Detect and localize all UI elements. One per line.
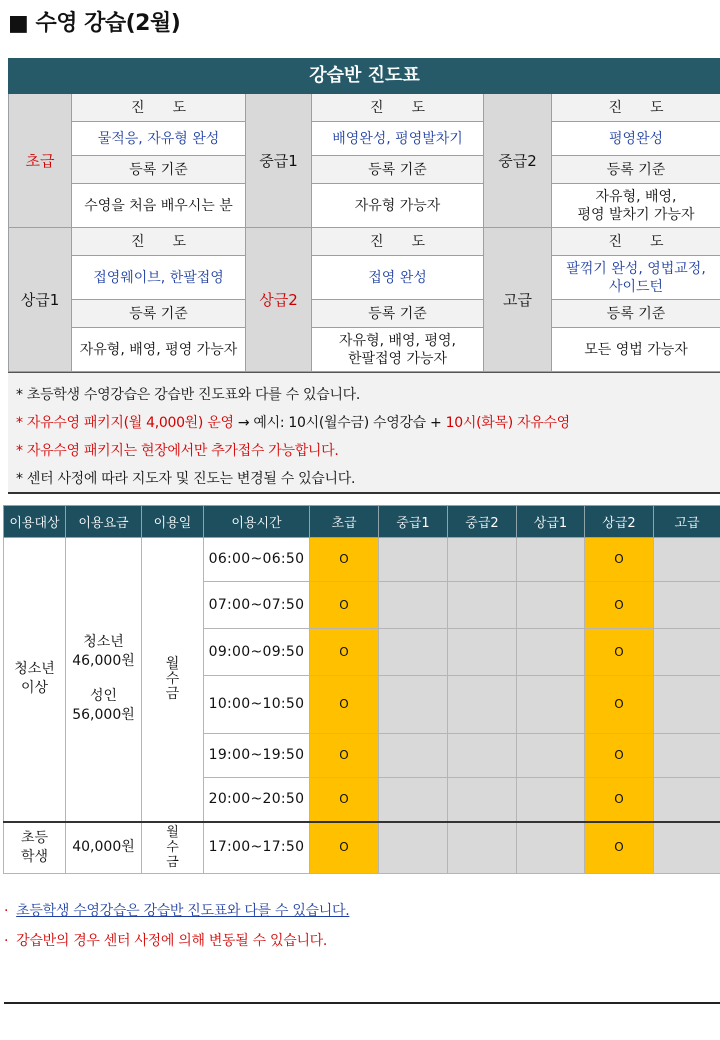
schedule-header-2: 이용일 [142,506,204,538]
class-available-mark: O [585,822,654,874]
class-unavailable-cell [517,629,585,676]
class-available-mark: O [585,734,654,778]
progress-header: 진 도 [312,228,484,256]
progress-beginner: 물적응, 자유형 완성 [72,122,246,156]
class-unavailable-cell [517,778,585,822]
target-elementary: 초등 학생 [4,822,66,874]
class-unavailable-cell [448,676,517,734]
class-available-mark: O [585,629,654,676]
class-unavailable-cell [517,538,585,582]
progress-advanced1: 접영웨이브, 한팔접영 [72,256,246,300]
class-unavailable-cell [517,822,585,874]
criteria-expert: 모든 영법 가능자 [552,328,720,372]
criteria-advanced1: 자유형, 배영, 평영 가능자 [72,328,246,372]
class-unavailable-cell [517,582,585,629]
class-available-mark: O [310,778,379,822]
class-unavailable-cell [654,734,720,778]
progress-header: 진 도 [72,228,246,256]
time-slot: 07:00~07:50 [204,582,310,629]
days-elementary: 월 수 금 [142,822,204,874]
class-unavailable-cell [379,538,448,582]
class-unavailable-cell [448,538,517,582]
notes-box [8,372,720,494]
class-unavailable-cell [448,582,517,629]
note-2: * 자유수영 패키지(월 4,000원) 운영 → 예시: 10시(월수금) 수영강습 + 10시(화목) 자유수영 [16,415,570,431]
class-unavailable-cell [654,778,720,822]
criteria-header: 등록 기준 [72,156,246,184]
class-unavailable-cell [654,822,720,874]
class-available-mark: O [310,538,379,582]
page-title: ■ 수영 강습(2월) [8,11,181,36]
criteria-header: 등록 기준 [552,156,720,184]
level-advanced2: 상급2 [246,228,312,372]
class-unavailable-cell [654,582,720,629]
time-slot: 20:00~20:50 [204,778,310,822]
class-unavailable-cell [379,822,448,874]
class-unavailable-cell [448,629,517,676]
schedule-header-1: 이용요금 [66,506,142,538]
class-unavailable-cell [379,778,448,822]
time-slot: 17:00~17:50 [204,822,310,874]
schedule-header-9: 고급 [654,506,720,538]
class-available-mark: O [310,629,379,676]
footnotes [4,896,720,956]
note-1: * 초등학생 수영강습은 강습반 진도표와 다를 수 있습니다. [16,387,361,403]
footnote-2: · 강습반의 경우 센터 사정에 의해 변동될 수 있습니다. [4,933,328,949]
progress-expert: 팔꺾기 완성, 영법교정, 사이드턴 [552,256,720,300]
fee-elementary: 40,000원 [66,822,142,874]
progress-intermediate1: 배영완성, 평영발차기 [312,122,484,156]
criteria-header: 등록 기준 [312,300,484,328]
class-unavailable-cell [654,676,720,734]
criteria-beginner: 수영을 처음 배우시는 분 [72,184,246,228]
level-expert: 고급 [484,228,552,372]
class-unavailable-cell [448,822,517,874]
class-unavailable-cell [379,629,448,676]
criteria-advanced2: 자유형, 배영, 평영, 한팔접영 가능자 [312,328,484,372]
criteria-header: 등록 기준 [552,300,720,328]
class-unavailable-cell [379,582,448,629]
schedule-header-7: 상급1 [517,506,585,538]
criteria-header: 등록 기준 [72,300,246,328]
progress-table [8,58,720,372]
class-unavailable-cell [379,734,448,778]
class-available-mark: O [585,582,654,629]
schedule-header-6: 중급2 [448,506,517,538]
class-available-mark: O [585,778,654,822]
days-youth-adult: 월 수 금 [142,538,204,822]
time-slot: 06:00~06:50 [204,538,310,582]
class-available-mark: O [585,538,654,582]
class-unavailable-cell [448,734,517,778]
criteria-header: 등록 기준 [312,156,484,184]
fee-youth-adult: 청소년 46,000원 성인 56,000원 [66,538,142,822]
note-3: * 자유수영 패키지는 현장에서만 추가접수 가능합니다. [16,443,339,459]
progress-intermediate2: 평영완성 [552,122,720,156]
class-available-mark: O [310,582,379,629]
class-unavailable-cell [448,778,517,822]
class-unavailable-cell [654,538,720,582]
time-slot: 19:00~19:50 [204,734,310,778]
level-advanced1: 상급1 [9,228,72,372]
progress-header: 진 도 [72,94,246,122]
class-unavailable-cell [379,676,448,734]
schedule-header-8: 상급2 [585,506,654,538]
time-slot: 10:00~10:50 [204,676,310,734]
class-unavailable-cell [517,734,585,778]
level-intermediate2: 중급2 [484,94,552,228]
progress-header: 진 도 [312,94,484,122]
progress-header: 진 도 [552,94,720,122]
class-available-mark: O [310,734,379,778]
criteria-intermediate1: 자유형 가능자 [312,184,484,228]
schedule-header-4: 초급 [310,506,379,538]
class-unavailable-cell [517,676,585,734]
schedule-table [3,505,720,874]
class-available-mark: O [310,676,379,734]
time-slot: 09:00~09:50 [204,629,310,676]
class-available-mark: O [310,822,379,874]
schedule-header-0: 이용대상 [4,506,66,538]
class-unavailable-cell [654,629,720,676]
level-beginner: 초급 [9,94,72,228]
progress-advanced2: 접영 완성 [312,256,484,300]
criteria-intermediate2: 자유형, 배영, 평영 발차기 가능자 [552,184,720,228]
footnote-1: · 초등학생 수영강습은 강습반 진도표와 다를 수 있습니다. [4,903,350,919]
target-youth-adult: 청소년 이상 [4,538,66,822]
class-available-mark: O [585,676,654,734]
schedule-header-5: 중급1 [379,506,448,538]
level-intermediate1: 중급1 [246,94,312,228]
bottom-divider [4,1002,720,1004]
schedule-header-3: 이용시간 [204,506,310,538]
note-4: * 센터 사정에 따라 지도자 및 진도는 변경될 수 있습니다. [16,471,356,487]
progress-header: 진 도 [552,228,720,256]
progress-table-title: 강습반 진도표 [9,59,720,94]
